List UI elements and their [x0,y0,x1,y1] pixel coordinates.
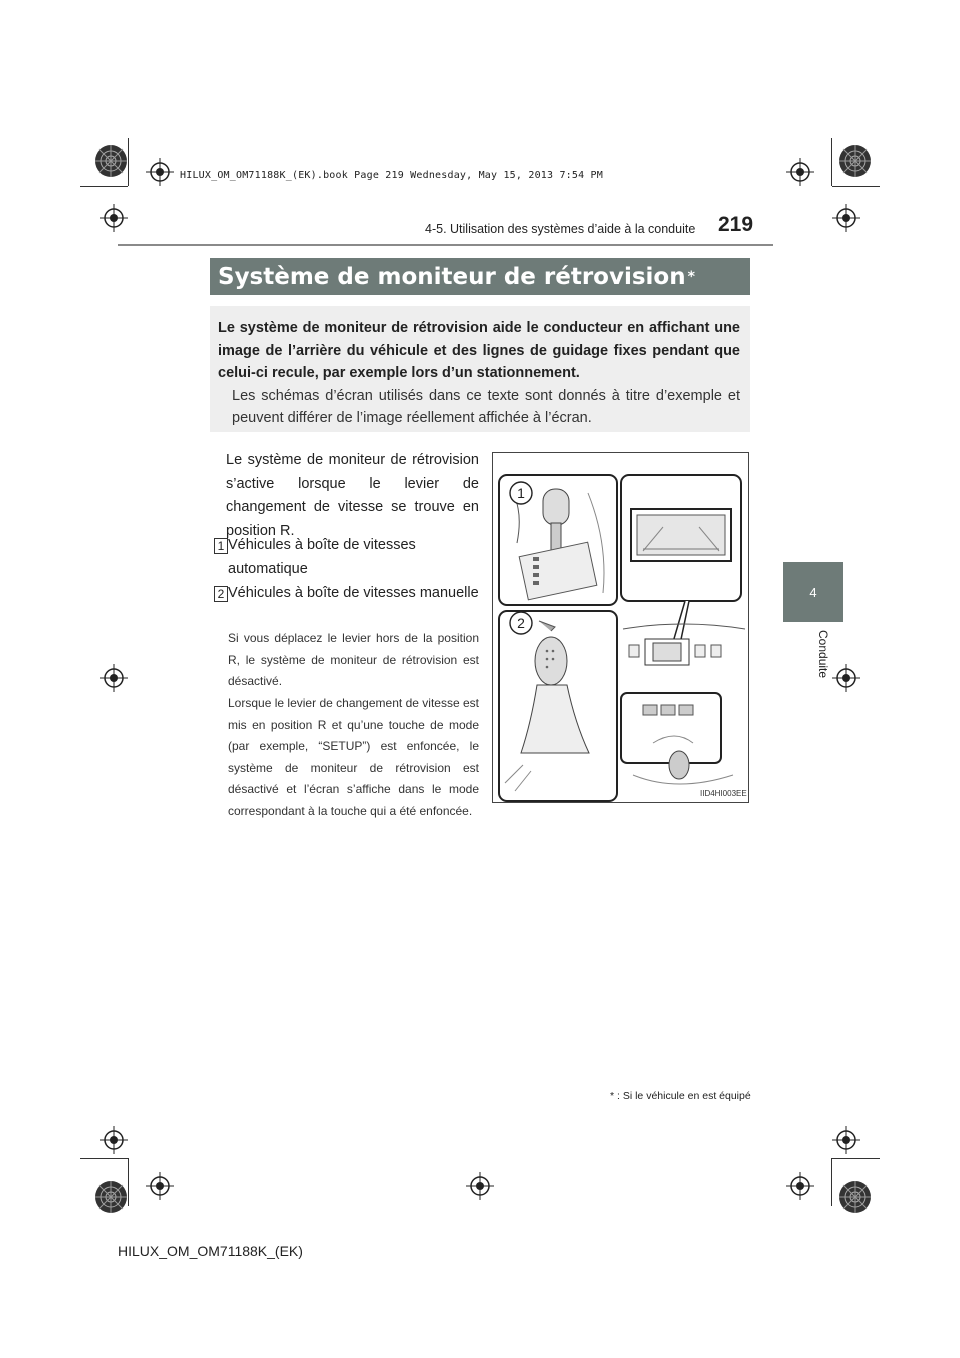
color-rosette-icon [94,1180,128,1214]
item-number-box: 1 [214,538,228,554]
registration-mark-icon [786,158,814,186]
figure-code: IID4HI003EE [700,789,747,798]
footer-model-code: HILUX_OM_OM71188K_(EK) [118,1243,303,1259]
header-rule [118,244,773,246]
footnote-mark: * [610,1090,615,1102]
section-title [210,258,750,295]
registration-mark-icon [146,1172,174,1200]
crop-line [80,186,128,187]
color-rosette-icon [838,1180,872,1214]
body-column [226,449,479,543]
section-title-text: Système de moniteur de rétrovision [218,263,686,290]
registration-mark-icon [466,1172,494,1200]
note-2 [228,693,479,822]
crop-line [832,1158,880,1159]
gearshift-monitor-illustration [493,453,748,802]
item-1 [217,534,481,581]
footnote [610,1090,751,1102]
registration-mark-icon [100,204,128,232]
chapter-label: Conduite [816,630,830,679]
callout-2: 2 [517,615,525,631]
note-text: Lorsque le levier de changement de vitesse est mis en position R et qu’une touche de mode (par exemple, “SETUP”) est enfoncée, le système de moniteur de rétrovision est désactivé et l’écran s’affiche dans le mode correspondant à la touche qui a été enfoncée. [228,696,479,818]
color-rosette-icon [838,144,872,178]
item-2 [217,582,481,606]
crop-line [80,1158,128,1159]
crop-line [832,186,880,187]
registration-mark-icon [146,158,174,186]
intro-box [210,306,750,432]
registration-mark-icon [832,664,860,692]
intro-summary: Le système de moniteur de rétrovision aide le conducteur en affichant une image de l’arrière du véhicule et des lignes de guidage fixes pendant que celui-ci recule, par exemple lors d’un stationnement. [218,320,740,381]
illustration-figure [492,452,749,803]
note-text: Si vous déplacez le levier hors de la position R, le système de moniteur de rétrovision est désactivé. [228,631,479,688]
color-rosette-icon [94,144,128,178]
registration-mark-icon [832,204,860,232]
registration-mark-icon [100,1126,128,1154]
note-1 [228,628,479,693]
section-path: 4-5. Utilisation des systèmes d’aide à la conduite [425,222,696,236]
chapter-tab: 4 [783,562,843,622]
crop-line [831,1158,832,1206]
intro-note: Les schémas d’écran utilisés dans ce texte sont donnés à titre d’exemple et peuvent différer de l’image réellement affichée à l’écran. [232,387,740,426]
activation-text: Le système de moniteur de rétrovision s’active lorsque le levier de changement de vitesse se trouve en position R. [226,452,479,539]
registration-mark-icon [100,664,128,692]
crop-line [831,138,832,186]
item-number-box: 2 [214,586,228,602]
item-text: Véhicules à boîte de vitesses manuelle [228,585,479,601]
registration-mark-icon [832,1126,860,1154]
item-text: Véhicules à boîte de vitesses automatique [228,537,416,577]
page-number: 219 [718,213,754,236]
equipment-mark: * [687,268,695,285]
registration-mark-icon [786,1172,814,1200]
callout-1: 1 [517,485,525,501]
footnote-text: : Si le véhicule en est équipé [617,1090,751,1102]
crop-line [128,138,129,186]
crop-line [128,1158,129,1206]
book-info: HILUX_OM_OM71188K_(EK).book Page 219 Wednesday, May 15, 2013 7:54 PM [180,170,603,181]
